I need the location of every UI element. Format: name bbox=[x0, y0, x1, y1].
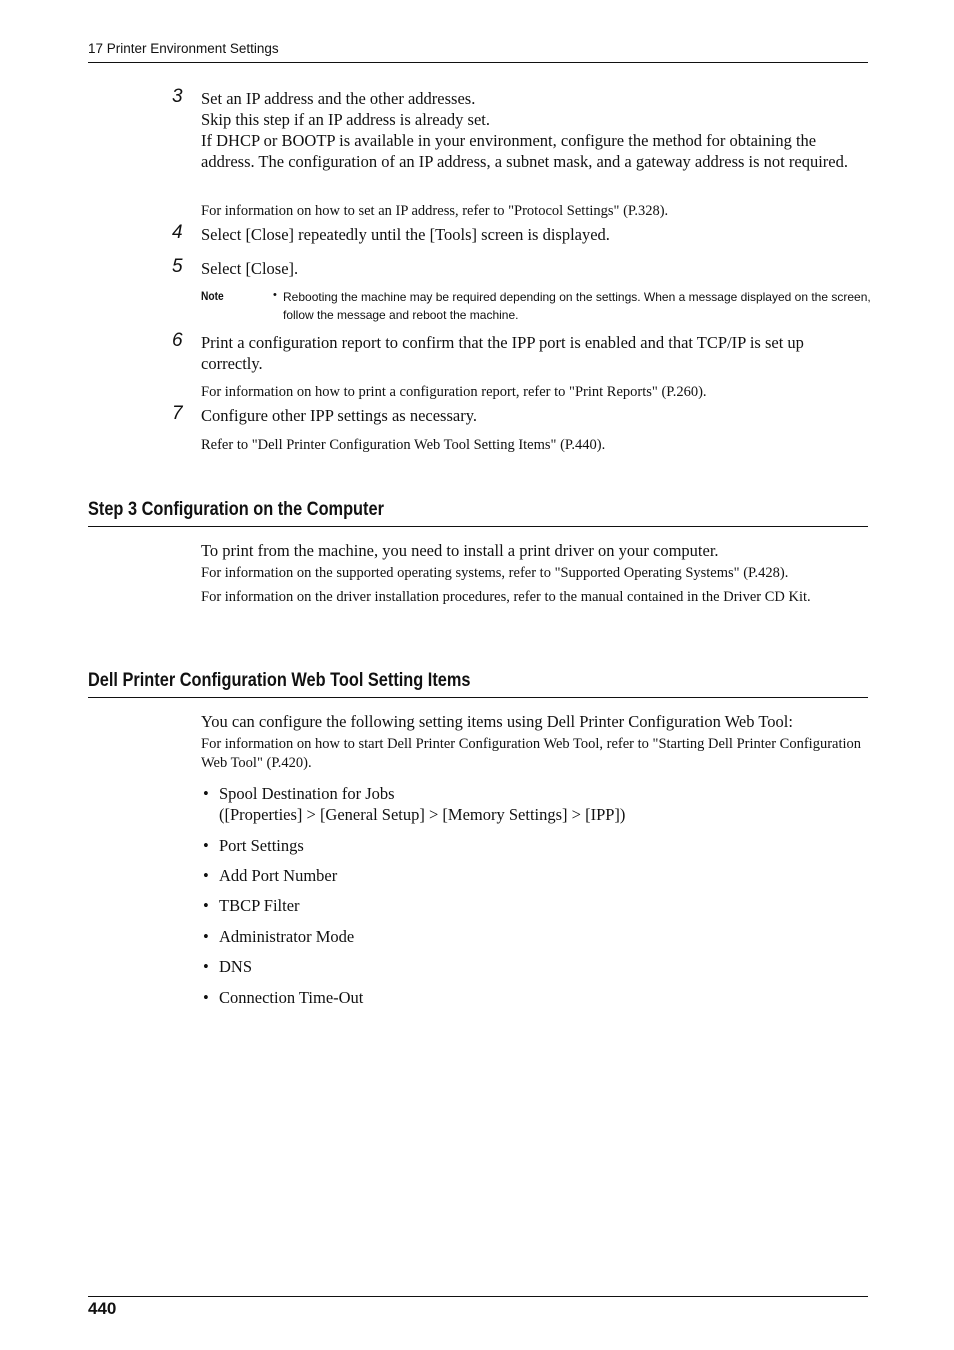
step-5-text: Select [Close]. bbox=[201, 259, 299, 278]
bullet-marker: • bbox=[203, 896, 209, 915]
section-1-divider bbox=[88, 526, 868, 527]
footer-divider bbox=[88, 1296, 868, 1297]
note-label: Note bbox=[201, 289, 224, 303]
list-item-label: Add Port Number bbox=[219, 866, 338, 885]
section-1-reference-driver: For information on the driver installation procedures, refer to the manual contained in the Driver CD Kit. bbox=[201, 589, 811, 605]
step-number-5: 5 bbox=[172, 256, 183, 277]
step-7-reference: Refer to "Dell Printer Configuration Web Tool Setting Items" (P.440). bbox=[201, 437, 606, 453]
bullet-marker: • bbox=[203, 784, 209, 803]
step-6-reference: For information on how to print a configuration report, refer to "Print Reports" (P.260). bbox=[201, 384, 707, 400]
running-header: 17 Printer Environment Settings bbox=[88, 41, 279, 56]
section-1-reference-os: For information on the supported operating systems, refer to "Supported Operating Systems" (P.428). bbox=[201, 565, 789, 581]
section-title-web-tool-setting-items: Dell Printer Configuration Web Tool Setting Items bbox=[88, 670, 471, 691]
section-2-intro: You can configure the following setting items using Dell Printer Configuration Web Tool: bbox=[201, 712, 793, 731]
bullet-marker: • bbox=[203, 988, 209, 1007]
step-number-6: 6 bbox=[172, 330, 183, 351]
list-item-label: Port Settings bbox=[219, 836, 304, 855]
step-3-text bbox=[201, 88, 869, 172]
step-7-text: Configure other IPP settings as necessary. bbox=[201, 406, 478, 425]
list-item bbox=[203, 783, 863, 827]
bullet-marker: • bbox=[203, 957, 209, 976]
step-3-line-1: Set an IP address and the other addresses. bbox=[201, 89, 476, 108]
section-2-divider bbox=[88, 697, 868, 698]
list-item-sublabel: ([Properties] > [General Setup] > [Memory Settings] > [IPP]) bbox=[219, 805, 626, 824]
note-text: Rebooting the machine may be required depending on the settings. When a message displayed on the screen, follow the message and reboot the machine. bbox=[283, 290, 871, 322]
step-number-7: 7 bbox=[172, 403, 183, 424]
step-number-3: 3 bbox=[172, 86, 183, 107]
list-item-label: DNS bbox=[219, 957, 253, 976]
step-number-4: 4 bbox=[172, 222, 183, 243]
section-2-reference: For information on how to start Dell Printer Configuration Web Tool, refer to "Starting Dell Printer Configuration Web Tool" (P.420). bbox=[201, 736, 862, 771]
list-item-label: Spool Destination for Jobs bbox=[219, 784, 395, 803]
page-number: 440 bbox=[88, 1299, 117, 1318]
section-title-configuration-on-computer: Step 3 Configuration on the Computer bbox=[88, 499, 384, 520]
list-item-label: Administrator Mode bbox=[219, 927, 355, 946]
bullet-marker: • bbox=[203, 866, 209, 885]
step-3-line-2: Skip this step if an IP address is already set. bbox=[201, 110, 491, 129]
step-3-line-3: If DHCP or BOOTP is available in your environment, configure the method for obtaining the address. The configuration of an IP address, a subnet mask, and a gateway address is not required. bbox=[201, 131, 848, 171]
header-divider bbox=[88, 62, 868, 63]
step-3-reference: For information on how to set an IP address, refer to "Protocol Settings" (P.328). bbox=[201, 203, 669, 219]
note-bullet: • bbox=[273, 289, 277, 301]
step-4-text: Select [Close] repeatedly until the [Tools] screen is displayed. bbox=[201, 225, 610, 244]
section-1-intro: To print from the machine, you need to install a print driver on your computer. bbox=[201, 541, 719, 560]
bullet-marker: • bbox=[203, 927, 209, 946]
bullet-marker: • bbox=[203, 836, 209, 855]
list-item-label: Connection Time-Out bbox=[219, 988, 364, 1007]
step-6-text: Print a configuration report to confirm that the IPP port is enabled and that TCP/IP is set up correctly. bbox=[201, 333, 804, 373]
list-item-label: TBCP Filter bbox=[219, 896, 300, 915]
